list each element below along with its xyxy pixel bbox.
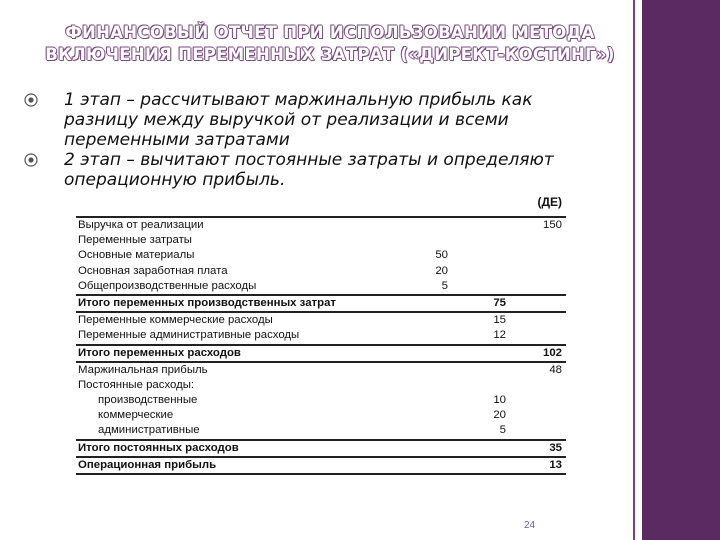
bullet-item	[24, 150, 604, 190]
bullet-list	[24, 90, 604, 190]
row-label: Выручка от реализации	[78, 219, 204, 231]
row-label: коммерческие	[98, 409, 174, 422]
row-label: Маржинальная прибыль	[78, 363, 208, 376]
report-row	[76, 408, 566, 423]
row-value-c2: 75	[493, 296, 506, 309]
row-label: Основная заработная плата	[78, 264, 228, 277]
page-number: 24	[524, 520, 536, 531]
report-row	[76, 456, 566, 473]
units-label: (ДЕ)	[537, 195, 562, 209]
row-value-c3: 13	[549, 458, 562, 471]
report-row	[76, 423, 566, 438]
row-label: Постоянные расходы:	[78, 378, 195, 391]
bullet-text: 1 этап – рассчитывают маржинальную прибыль как разницу между выручкой от реализации и всеми переменными затратами	[64, 90, 533, 150]
right-divider-line	[633, 0, 635, 540]
row-value-c2: 12	[493, 329, 506, 342]
report-row	[76, 264, 566, 279]
row-label: Итого переменных расходов	[78, 346, 241, 359]
report-row	[76, 248, 566, 263]
row-value-c2: 5	[499, 424, 506, 437]
row-label: Операционная прибыль	[78, 458, 217, 471]
row-value-c3: 150	[542, 219, 562, 231]
row-value-c2: 20	[493, 409, 506, 422]
circled-dot-icon	[24, 153, 38, 167]
row-label: Основные материалы	[78, 249, 195, 262]
report-row	[76, 328, 566, 343]
report-row	[76, 311, 566, 328]
right-accent-band	[642, 0, 720, 540]
bullet-item	[24, 90, 604, 150]
report-row	[76, 218, 566, 233]
slide-title: ФИНАНСОВЫЙ ОТЧЕТ ПРИ ИСПОЛЬЗОВАНИИ МЕТОДА ВКЛЮЧЕНИЯ ПЕРЕМЕННЫХ ЗАТРАТ («ДИРЕКТ-КОСТИНГ»)	[45, 23, 615, 64]
row-label: Итого переменных производственных затрат	[78, 296, 336, 309]
report-row	[76, 393, 566, 408]
report-rows	[76, 216, 566, 473]
row-value-c1: 20	[435, 264, 448, 277]
bottom-rule	[76, 473, 566, 475]
row-label: производственные	[98, 394, 198, 407]
row-label: Переменные коммерческие расходы	[78, 314, 273, 327]
row-label: Итого постоянных расходов	[78, 441, 239, 454]
bullet-text: 2 этап – вычитают постоянные затраты и определяют операционную прибыль.	[64, 150, 554, 190]
row-value-c3: 35	[549, 441, 562, 454]
report-row	[76, 439, 566, 456]
report-row	[76, 233, 566, 248]
row-value-c3: 102	[542, 346, 562, 359]
report-row	[76, 378, 566, 393]
row-value-c1: 5	[441, 279, 448, 292]
report-row	[76, 344, 566, 361]
row-value-c2: 10	[493, 394, 506, 407]
row-label: административные	[98, 424, 200, 437]
report-row	[76, 361, 566, 378]
row-value-c1: 50	[435, 249, 448, 262]
row-value-c3: 48	[549, 363, 562, 376]
row-value-c2: 15	[493, 314, 506, 327]
circled-dot-icon	[24, 93, 38, 107]
row-label: Общепроизводственные расходы	[78, 279, 257, 292]
report-row	[76, 279, 566, 294]
row-label: Переменные административные расходы	[78, 329, 300, 342]
row-label: Переменные затраты	[78, 234, 192, 247]
report-row	[76, 294, 566, 311]
